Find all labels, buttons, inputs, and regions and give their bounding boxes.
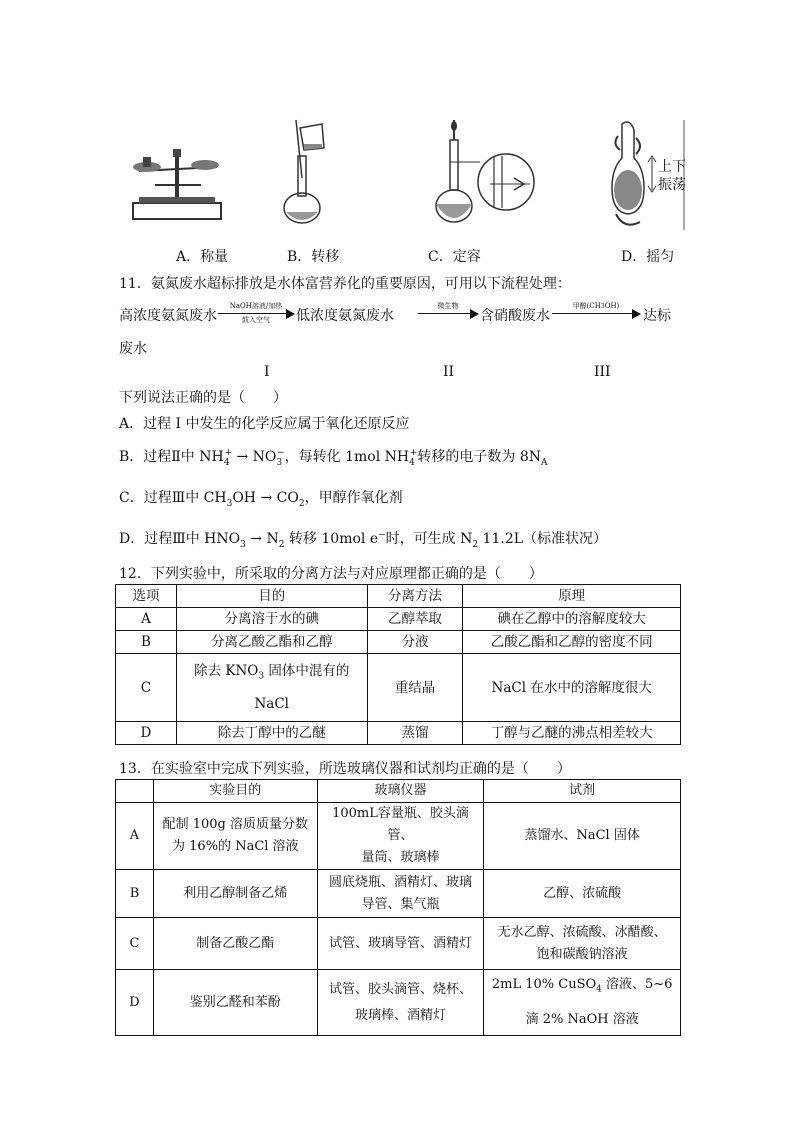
- cell-line: 饱和碳酸钠溶液: [536, 946, 628, 962]
- q12-c-goal-line1: [181, 657, 363, 691]
- cell-line: 配制 100g 溶质质量分数: [162, 817, 308, 832]
- q11-d-sup: −: [378, 530, 386, 541]
- volume-figure: [430, 120, 545, 230]
- q12-c-goal-sub: 3: [258, 671, 265, 682]
- table-cell: A: [116, 608, 177, 631]
- balance-figure: [125, 145, 230, 225]
- table-cell: A: [116, 803, 154, 870]
- q11-c-post: ，甲醇作氧化剂: [304, 490, 403, 506]
- transfer-figure: [278, 118, 338, 228]
- table-row: [116, 803, 681, 870]
- header-cell: 分离方法: [367, 585, 463, 608]
- q13-d-reagent-tail: 溶液、5~6: [601, 977, 673, 993]
- table-cell: 制备乙酸乙酯: [153, 918, 317, 970]
- q11-b-pre: B．过程Ⅱ中 NH: [119, 449, 224, 465]
- figure-label-b: B．转移: [287, 249, 340, 265]
- table-row: [116, 870, 681, 918]
- q11-b-minus: −: [277, 448, 285, 459]
- table-cell: D: [116, 722, 177, 745]
- flow-arrow-3-text: 甲醇(CH: [572, 302, 601, 310]
- flow-stage-4b: 废水: [119, 341, 147, 357]
- table-cell: 分液: [367, 631, 463, 654]
- q13-d-reagent-sub: 4: [596, 984, 602, 995]
- q11-b-plus-b: +: [409, 448, 418, 459]
- table-cell: 蒸馏: [367, 722, 463, 745]
- table-cell: 试管、玻璃导管、酒精灯: [317, 918, 484, 970]
- q11-d-post2: 时，可生成 N: [385, 531, 473, 547]
- cell-line: 玻璃棒、酒精灯: [354, 1007, 446, 1023]
- q11-c-mid: OH → CO: [232, 490, 299, 506]
- table-cell: 鉴别乙醛和苯酚: [153, 970, 317, 1036]
- table-cell: B: [116, 631, 177, 654]
- flow-arrow-1: [218, 300, 294, 324]
- table-row: [116, 608, 681, 631]
- flow-arrow-2: [418, 300, 478, 324]
- q11-b-sub-a: A: [540, 457, 548, 468]
- table-cell: 乙酸乙酯和乙醇的密度不同: [463, 631, 681, 654]
- q13-d-reagent-pre: 2mL 10% CuSO: [491, 977, 597, 993]
- table-row: [116, 631, 681, 654]
- table-cell: NaCl 在水中的溶解度很大: [463, 654, 681, 722]
- table-cell: 乙醇萃取: [367, 608, 463, 631]
- q12-c-goal-tail: 固体中混有的: [264, 662, 350, 679]
- q11-c-pre: C．过程Ⅲ中 CH: [119, 490, 227, 506]
- header-cell: 实验目的: [153, 780, 317, 803]
- flow-arrow-1-top: NaOH溶液/加热: [229, 302, 283, 310]
- header-cell: 试剂: [484, 780, 681, 803]
- figure-label-d: D．摇匀: [621, 249, 675, 265]
- flow-stage-2: 低浓度氨氮废水: [296, 308, 394, 324]
- table-cell: [317, 803, 484, 870]
- q11-b-sub4b: 4: [409, 457, 415, 468]
- table-cell: 碘在乙醇中的溶解度较大: [463, 608, 681, 631]
- q11-b-tail: 转移的电子数为 8N: [417, 449, 541, 465]
- q12-table: [115, 584, 681, 745]
- figure-label-a: A．称量: [176, 249, 229, 265]
- cell-line: 为 16%的 NaCl 溶液: [172, 839, 299, 854]
- table-cell: 乙醇、浓硫酸: [484, 870, 681, 918]
- table-cell: [484, 970, 681, 1036]
- q11-d-sub2b: 2: [472, 539, 479, 550]
- flow-arrow-2-top: 微生物: [437, 302, 459, 310]
- header-cell: 原理: [463, 585, 681, 608]
- table-cell: D: [116, 970, 154, 1036]
- table-cell: [317, 870, 484, 918]
- q11-b-sub3: 3: [276, 457, 283, 468]
- table-cell: 丁醇与乙醚的沸点相差较大: [463, 722, 681, 745]
- table-cell: 蒸馏水、NaCl 固体: [484, 803, 681, 870]
- header-cell: 玻璃仪器: [317, 780, 484, 803]
- q11-option-d: [119, 528, 607, 550]
- flow-stage-1: 高浓度氨氮废水: [119, 308, 217, 324]
- flow-arrow-1-bottom: 鼓入空气: [242, 316, 270, 324]
- q11-b-sub4: 4: [223, 457, 230, 468]
- shake-annotation-top: 上下: [658, 159, 686, 175]
- cell-line: [488, 970, 676, 1005]
- table-cell: 重结晶: [367, 654, 463, 722]
- q11-d-post3: 11.2L（标准状况）: [478, 531, 608, 547]
- flow-roman-2: II: [443, 364, 455, 380]
- q13-stem: 13．在实验室中完成下列实验，所选玻璃仪器和试剂均正确的是（ ）: [119, 761, 571, 777]
- table-header-row: [116, 780, 681, 803]
- cell-line: 滴 2% NaOH 溶液: [525, 1011, 639, 1027]
- q11-d-sub2: 2: [278, 539, 285, 550]
- flow-stage-4: 达标: [643, 308, 671, 324]
- q12-c-goal-line2: NaCl: [254, 696, 289, 713]
- cell-line: 圆底烧瓶、酒精灯、玻璃: [328, 874, 472, 890]
- q11-c-sub2: 2: [298, 498, 305, 509]
- q11-option-c: [119, 487, 403, 509]
- q11-option-a: A．过程 I 中发生的化学反应属于氧化还原反应: [119, 416, 410, 432]
- header-cell: 目的: [176, 585, 367, 608]
- flow-arrow-3: [552, 300, 640, 324]
- q11-d-pre: D．过程Ⅲ中 HNO: [119, 531, 241, 547]
- table-row: [116, 918, 681, 970]
- cell-line: 量筒、玻璃棒: [361, 850, 440, 865]
- q12-stem: 12．下列实验中，所采取的分离方法与对应原理都正确的是（ ）: [119, 566, 543, 582]
- cell-line: 试管、胶头滴管、烧杯、: [328, 981, 472, 997]
- table-row: [116, 970, 681, 1036]
- table-cell: [484, 918, 681, 970]
- shake-annotation-bottom: 振荡: [658, 177, 686, 193]
- flow-arrow-3-sub: 3: [600, 303, 605, 310]
- q11-prompt: 下列说法正确的是（ ）: [119, 390, 287, 406]
- cell-line: 无水乙醇、浓硫酸、冰醋酸、: [497, 924, 667, 940]
- flow-roman-3: III: [594, 364, 611, 380]
- flow-roman-1: I: [264, 364, 270, 380]
- flow-arrow-3-tail: OH): [604, 302, 620, 310]
- q11-stem: 11．氨氮废水超标排放是水体富营养化的重要原因，可用以下流程处理：: [119, 276, 571, 292]
- table-cell: B: [116, 870, 154, 918]
- cell-line: 100mL容量瓶、胶头滴管、: [332, 806, 469, 843]
- q11-b-mid: → NO: [232, 449, 277, 465]
- flow-arrow-3-top: [552, 302, 640, 311]
- table-cell: 利用乙醇制备乙烯: [153, 870, 317, 918]
- q11-d-mid: → N: [245, 531, 279, 547]
- table-cell: 分离乙酸乙酯和乙醇: [176, 631, 367, 654]
- q11-b-plus: +: [224, 448, 232, 459]
- table-cell: C: [116, 654, 177, 722]
- q11-c-sub3: 3: [226, 498, 233, 509]
- table-cell: [176, 654, 367, 722]
- flow-stage-3: 含硝酸废水: [480, 308, 550, 324]
- table-row: [116, 654, 681, 722]
- q13-table: [115, 779, 681, 1036]
- table-row: [116, 722, 681, 745]
- table-cell: 除去丁醇中的乙醚: [176, 722, 367, 745]
- q12-c-goal-pre: 除去 KNO: [194, 662, 259, 679]
- q11-d-sub3: 3: [240, 539, 246, 550]
- figure-label-c: C．定容: [428, 249, 481, 265]
- table-cell: 分离溶于水的碘: [176, 608, 367, 631]
- q11-option-b: [119, 446, 547, 468]
- header-cell: 选项: [116, 585, 177, 608]
- table-cell: [153, 803, 317, 870]
- header-cell: [116, 780, 154, 803]
- table-cell: C: [116, 918, 154, 970]
- table-header-row: [116, 585, 681, 608]
- table-cell: [317, 970, 484, 1036]
- q11-b-post: ，每转化 1mol NH: [284, 449, 410, 465]
- cell-line: 导管、集气瓶: [361, 896, 440, 912]
- q11-d-post: 转移 10mol e: [284, 531, 379, 547]
